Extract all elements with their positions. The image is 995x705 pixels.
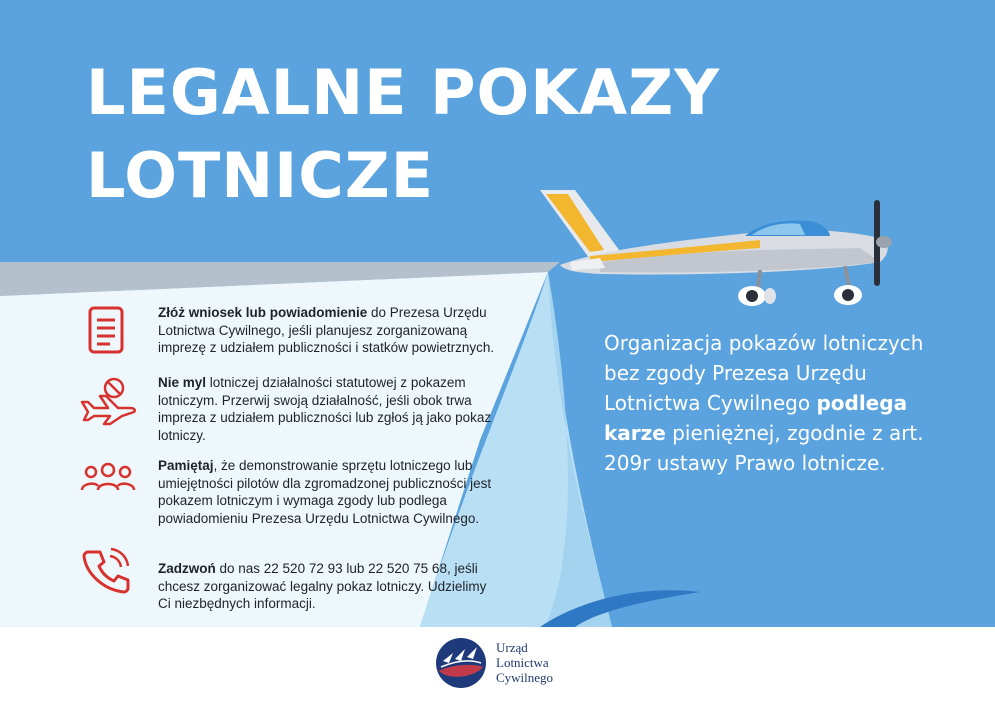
ulc-logo-text: Urząd Lotnictwa Cywilnego <box>496 640 554 685</box>
info-item-dont-confuse: Nie myl lotniczej działalności statutowej z pokazem lotniczym. Przerwij swoją działalność, jeśli obok trwa impreza z udziałem publiczności lub zgłoś ją jako pokaz lotniczy. <box>158 375 492 443</box>
info-item-application: Złóż wniosek lub powiadomienie do Prezesa Urzędu Lotnictwa Cywilnego, jeśli planujesz zorganizowaną imprezę z udziałem publiczności i statków powietrznych. <box>158 305 495 355</box>
phone-icon <box>80 542 132 594</box>
ulc-logo-emblem <box>435 637 487 689</box>
info-item-call: Zadzwoń do nas 22 520 72 93 lub 22 520 75 68, jeśli chcesz zorganizować legalny pokaz lotniczy. Udzielimy Ci niezbędnych informacji. <box>158 561 487 611</box>
document-icon <box>80 304 132 356</box>
info-item-remember: Pamiętaj, że demonstrowanie sprzętu lotniczego lub umiejętności pilotów dla zgromadzonej publiczności jest pokazem lotniczym i wymaga zgody lub podlega powiadomieniu Prezesa Urzędu Lotnictwa Cywilnego. <box>158 458 492 526</box>
people-icon <box>79 456 137 508</box>
title-line-1: LEGALNE POKAZY <box>86 56 721 129</box>
penalty-notice: Organizacja pokazów lotniczych bez zgody Prezesa Urzędu Lotnictwa Cywilnego podlega karze pieniężnej, zgodnie z art. 209r ustawy Prawo lotnicze. <box>604 331 924 475</box>
no-airplane-icon <box>78 376 138 428</box>
title-line-2: LOTNICZE <box>86 139 435 212</box>
